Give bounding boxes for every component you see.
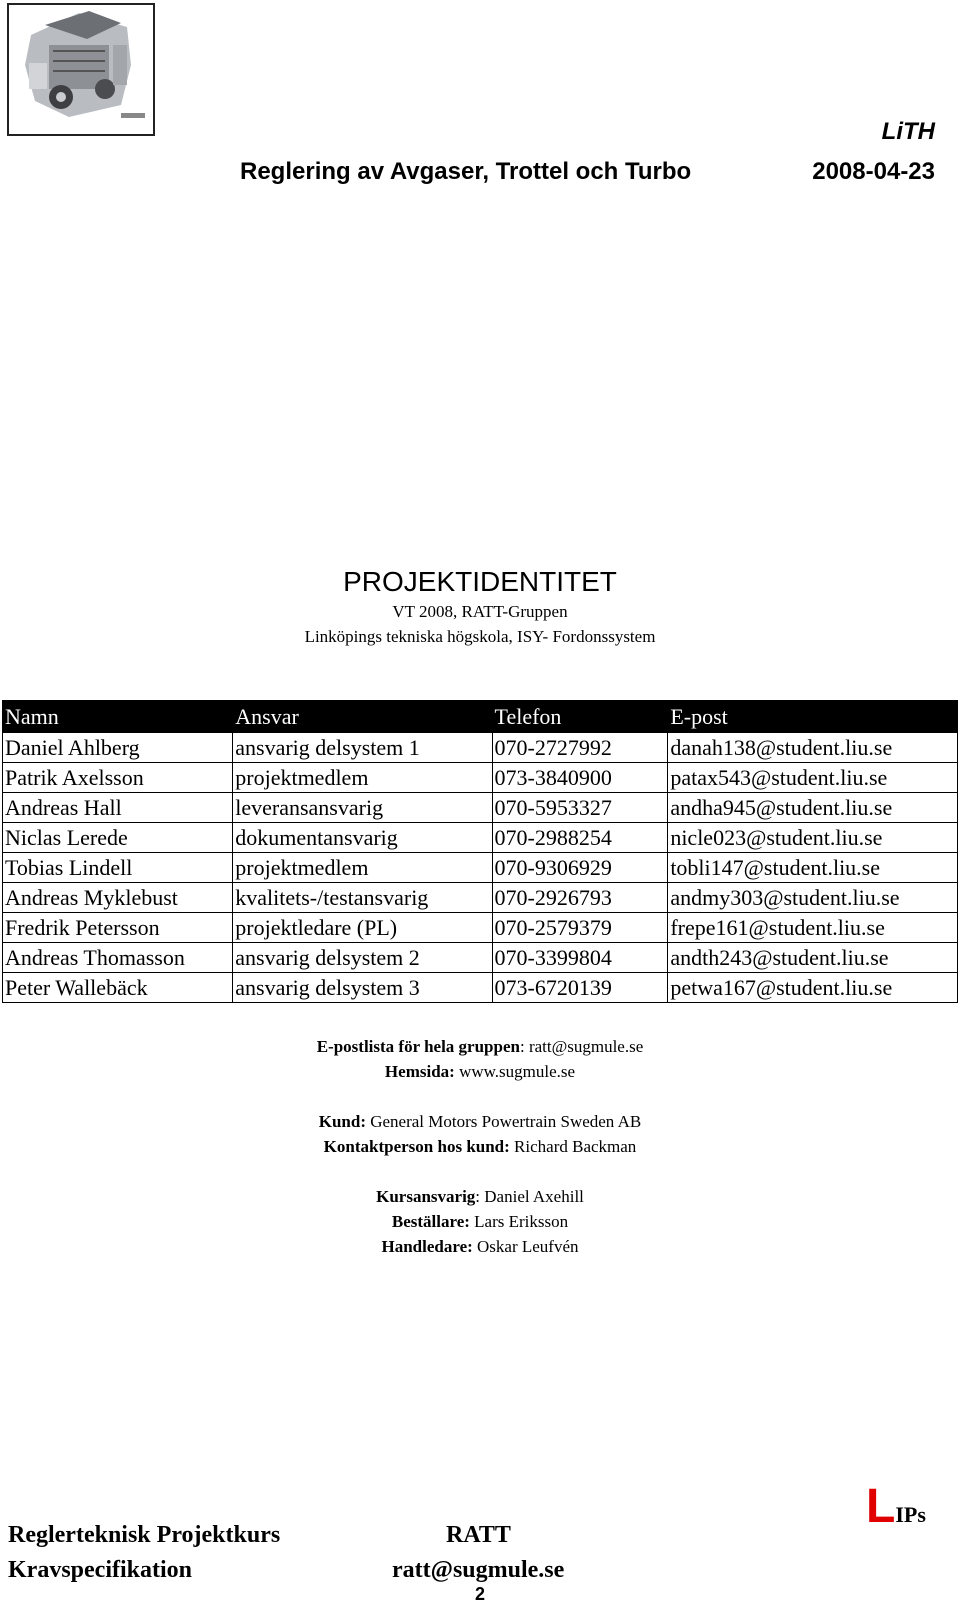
cell-name: Daniel Ahlberg: [3, 733, 233, 763]
course-responsible-value: : Daniel Axehill: [475, 1187, 584, 1206]
header-email: E-post: [668, 701, 958, 733]
supervisor-value: Oskar Leufvén: [472, 1237, 579, 1256]
contact-value: Richard Backman: [509, 1137, 637, 1156]
cell-phone: 070-2988254: [492, 823, 668, 853]
footer-group: RATT: [446, 1522, 511, 1548]
course-responsible-label: Kursansvarig: [376, 1187, 476, 1206]
header-role: Ansvar: [233, 701, 492, 733]
header-phone: Telefon: [492, 701, 668, 733]
cell-phone: 073-6720139: [492, 973, 668, 1003]
document-title: Reglering av Avgaser, Trottel och Turbo: [240, 158, 692, 185]
org-label: LiTH: [881, 118, 935, 145]
cell-role: projektledare (PL): [233, 913, 492, 943]
header-name: Namn: [3, 701, 233, 733]
table-row: [3, 823, 958, 853]
cell-role: leveransansvarig: [233, 793, 492, 823]
identity-subtitle-term: VT 2008, RATT-Gruppen: [392, 602, 568, 621]
cell-phone: 070-5953327: [492, 793, 668, 823]
lips-logo: [866, 1480, 926, 1533]
table-header-row: [3, 701, 958, 733]
homepage-value: www.sugmule.se: [454, 1062, 576, 1081]
document-date: 2008-04-23: [812, 158, 935, 185]
footer-email: ratt@sugmule.se: [392, 1557, 565, 1583]
cell-name: Niclas Lerede: [3, 823, 233, 853]
lips-logo-initial: L: [866, 1480, 896, 1533]
cell-role: ansvarig delsystem 3: [233, 973, 492, 1003]
cell-phone: 070-2727992: [492, 733, 668, 763]
cell-role: ansvarig delsystem 2: [233, 943, 492, 973]
customer-line: [0, 1112, 960, 1132]
table-row: [3, 793, 958, 823]
homepage-line: [0, 1062, 960, 1082]
cell-name: Andreas Thomasson: [3, 943, 233, 973]
orderer-label: Beställare:: [391, 1212, 470, 1231]
cell-email: frepe161@student.liu.se: [668, 913, 958, 943]
cell-phone: 073-3840900: [492, 763, 668, 793]
footer-doc-type: Kravspecifikation: [8, 1557, 192, 1583]
table-row: [3, 763, 958, 793]
table-row: [3, 853, 958, 883]
mailing-list-value: : ratt@sugmule.se: [519, 1037, 644, 1056]
cell-name: Fredrik Petersson: [3, 913, 233, 943]
cell-email: andmy303@student.liu.se: [668, 883, 958, 913]
member-table: [2, 700, 958, 1003]
footer-course: Reglerteknisk Projektkurs: [8, 1522, 281, 1548]
cell-role: kvalitets-/testansvarig: [233, 883, 492, 913]
cell-name: Patrik Axelsson: [3, 763, 233, 793]
table-row: [3, 883, 958, 913]
supervisor-label: Handledare:: [381, 1237, 473, 1256]
cell-role: projektmedlem: [233, 763, 492, 793]
mailing-list-line: [0, 1037, 960, 1057]
orderer-line: [0, 1212, 960, 1232]
cell-phone: 070-2579379: [492, 913, 668, 943]
identity-subtitle-school: Linköpings tekniska högskola, ISY- Fordonssystem: [304, 627, 656, 646]
cell-email: tobli147@student.liu.se: [668, 853, 958, 883]
cell-email: andth243@student.liu.se: [668, 943, 958, 973]
customer-value: General Motors Powertrain Sweden AB: [365, 1112, 642, 1131]
cell-email: andha945@student.liu.se: [668, 793, 958, 823]
engine-image: [7, 3, 155, 136]
cell-name: Peter Wallebäck: [3, 973, 233, 1003]
table-row: [3, 943, 958, 973]
cell-name: Andreas Hall: [3, 793, 233, 823]
cell-email: petwa167@student.liu.se: [668, 973, 958, 1003]
cell-phone: 070-9306929: [492, 853, 668, 883]
cell-role: ansvarig delsystem 1: [233, 733, 492, 763]
cell-role: dokumentansvarig: [233, 823, 492, 853]
homepage-label: Hemsida:: [384, 1062, 455, 1081]
orderer-value: Lars Eriksson: [469, 1212, 569, 1231]
cell-name: Tobias Lindell: [3, 853, 233, 883]
cell-role: projektmedlem: [233, 853, 492, 883]
cell-phone: 070-3399804: [492, 943, 668, 973]
identity-title: PROJEKTIDENTITET: [343, 566, 617, 597]
contact-line: [0, 1137, 960, 1157]
cell-name: Andreas Myklebust: [3, 883, 233, 913]
table-row: [3, 973, 958, 1003]
lips-logo-rest: IPs: [895, 1502, 926, 1527]
cell-email: nicle023@student.liu.se: [668, 823, 958, 853]
page-number: 2: [474, 1584, 485, 1604]
contact-label: Kontaktperson hos kund:: [323, 1137, 510, 1156]
customer-label: Kund:: [318, 1112, 366, 1131]
table-row: [3, 733, 958, 763]
cell-email: patax543@student.liu.se: [668, 763, 958, 793]
cell-phone: 070-2926793: [492, 883, 668, 913]
mailing-list-label: E-postlista för hela gruppen: [316, 1037, 520, 1056]
table-row: [3, 913, 958, 943]
supervisor-line: [0, 1237, 960, 1257]
cell-email: danah138@student.liu.se: [668, 733, 958, 763]
course-responsible-line: [0, 1187, 960, 1207]
